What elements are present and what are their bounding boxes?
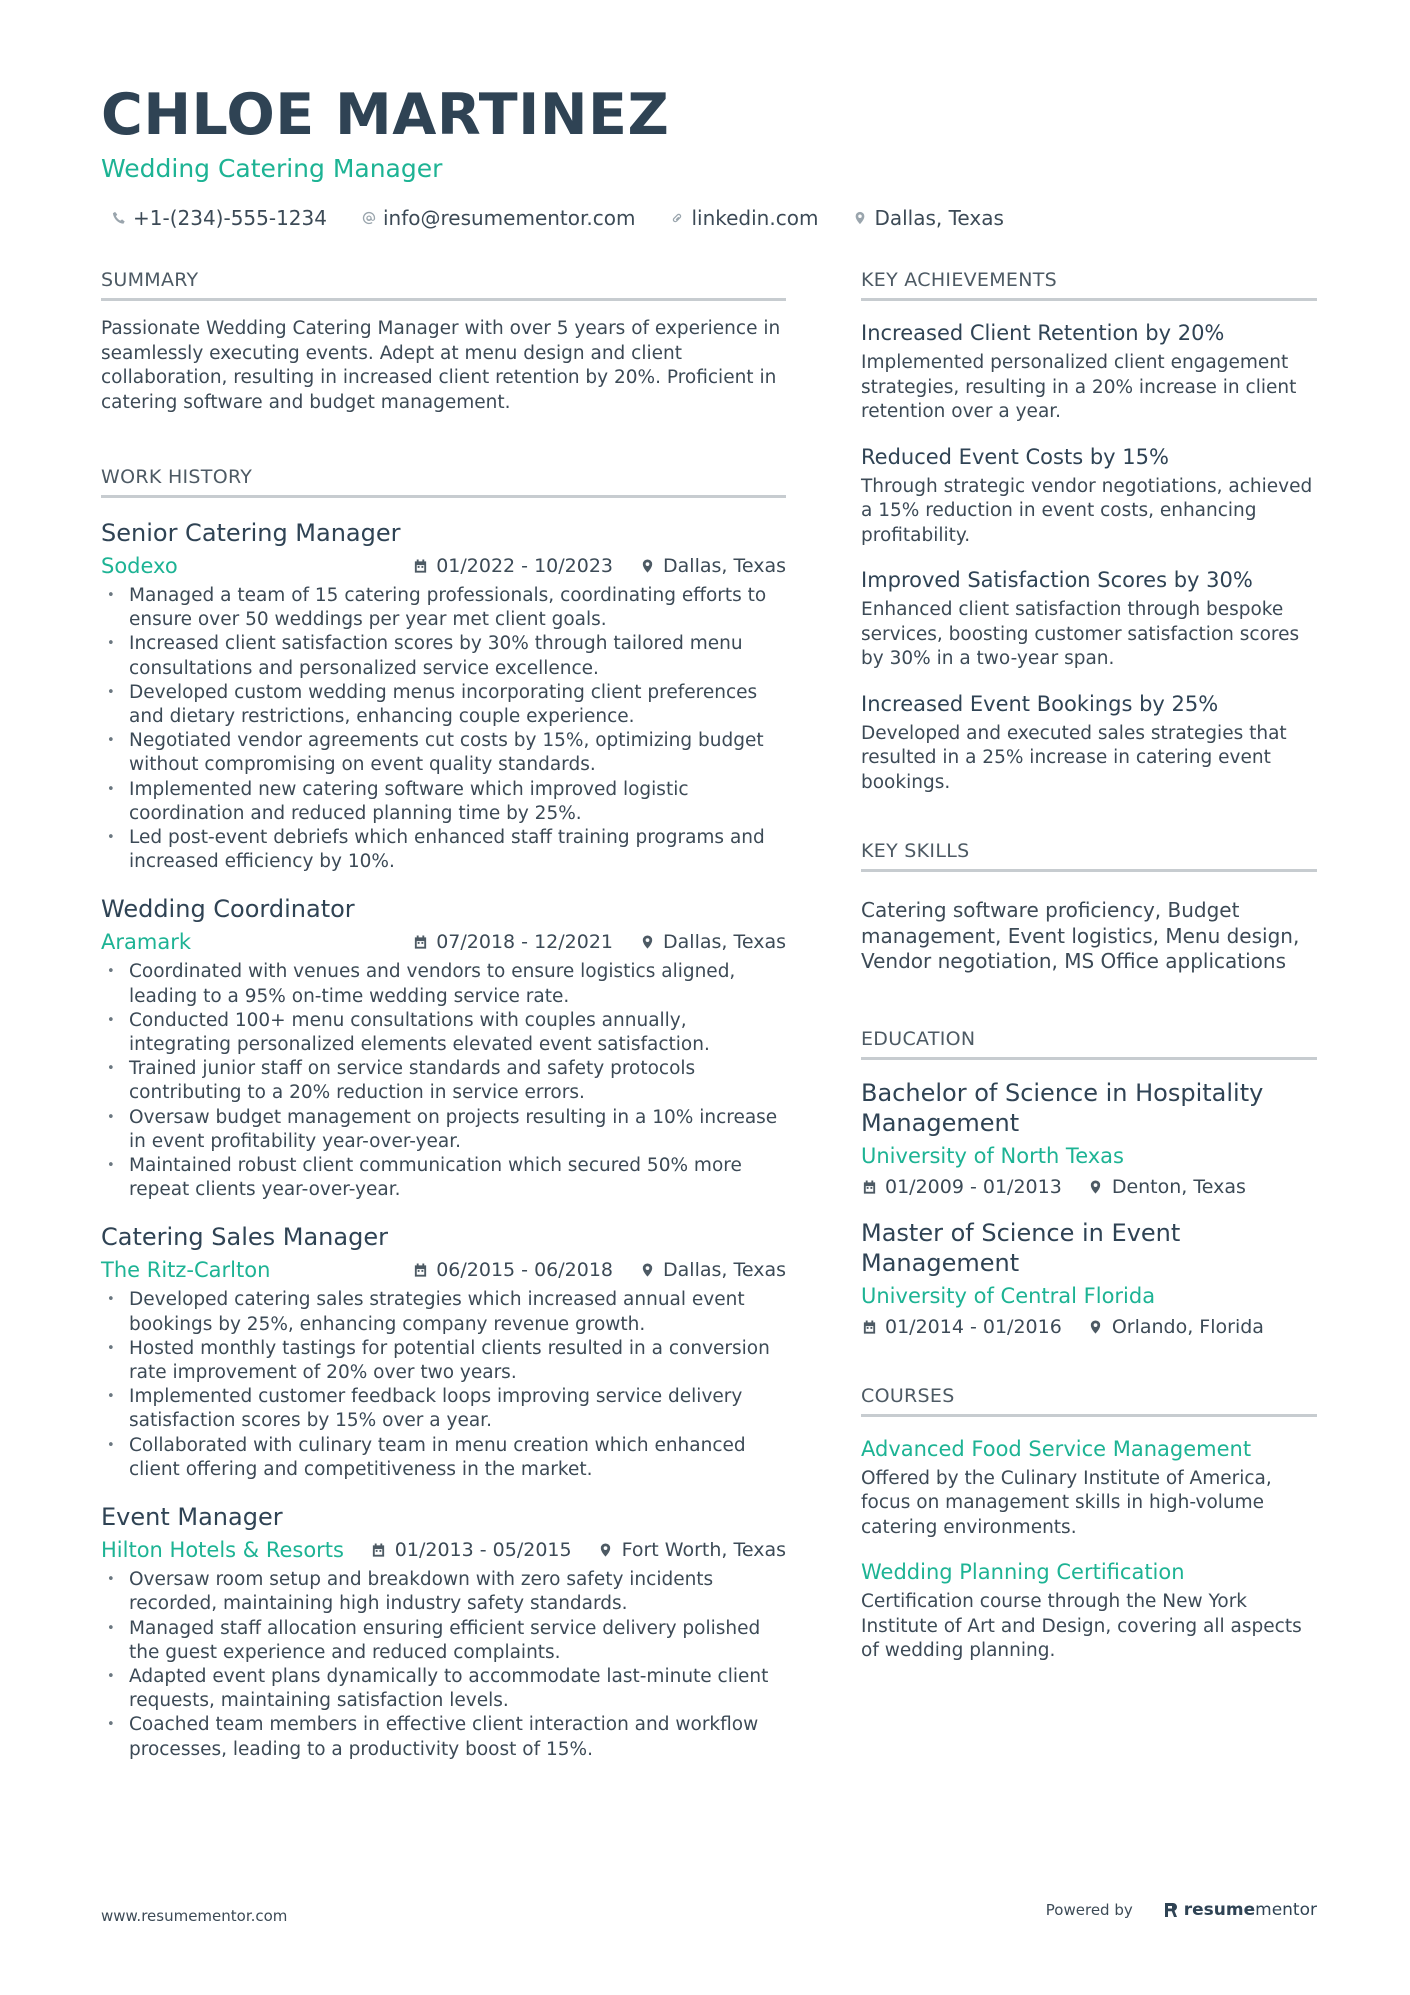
- job-dates: [371, 1536, 572, 1564]
- job-bullets: [101, 960, 786, 1202]
- edu-meta: [861, 1314, 1317, 1340]
- list-item: • Oversaw room setup and breakdown with zero safety incidents recorded, maintaining high industry safety standards.: [101, 1568, 786, 1616]
- edu-location: [1088, 1174, 1246, 1200]
- map-pin-icon: [639, 933, 655, 951]
- job-meta: [101, 1536, 786, 1564]
- courses-heading: COURSES: [861, 1384, 1317, 1417]
- job-dates: [412, 552, 613, 580]
- summary-text: Passionate Wedding Catering Manager with over 5 years of experience in seamlessly executing events. Adept at menu design and client collaboration, resulting in increased client retention by 20%. Proficient in catering software and budget management.: [101, 318, 781, 413]
- job-title: Wedding Coordinator: [101, 895, 355, 924]
- map-pin-icon: [598, 1541, 614, 1559]
- job-location-text: Dallas, Texas: [663, 931, 786, 954]
- list-item: • Developed catering sales strategies which increased annual event bookings by 25%, enhancing company revenue growth.: [101, 1288, 786, 1336]
- candidate-role: Wedding Catering Manager: [101, 154, 443, 183]
- achievement-title: Reduced Event Costs by 15%: [861, 444, 1169, 469]
- calendar-icon: [412, 1261, 428, 1279]
- at-icon: [361, 208, 377, 228]
- course-item: [861, 1435, 1317, 1541]
- calendar-icon: [861, 1178, 877, 1196]
- education-item: [861, 1078, 1317, 1200]
- logo-mark-icon: [1163, 1901, 1179, 1919]
- job-company: The Ritz-Carlton: [101, 1258, 271, 1283]
- course-item: [861, 1558, 1317, 1664]
- achievement-item: [861, 319, 1317, 425]
- list-item: • Coached team members in effective client interaction and workflow processes, leading to a productivity boost of 15%.: [101, 1713, 786, 1761]
- contact-location: [852, 206, 1003, 230]
- calendar-icon: [412, 933, 428, 951]
- edu-degree: Master of Science in Event Management: [861, 1218, 1181, 1277]
- skills-text: Catering software proficiency, Budget management, Event logistics, Menu design, Vendor negotiation, MS Office applications: [861, 898, 1300, 973]
- edu-location-text: Denton, Texas: [1111, 1175, 1246, 1198]
- edu-dates: [861, 1314, 1062, 1340]
- list-item: • Collaborated with culinary team in menu creation which enhanced client offering and competitiveness in the market.: [101, 1434, 786, 1482]
- phone-text: +1-(234)-555-1234: [133, 206, 327, 230]
- left-column: [101, 268, 786, 1762]
- calendar-icon: [371, 1541, 387, 1559]
- contact-linkedin[interactable]: [669, 206, 818, 230]
- job-company: Aramark: [101, 930, 191, 955]
- job-location: [639, 928, 786, 956]
- job-location-text: Fort Worth, Texas: [621, 1539, 786, 1562]
- list-item: • Implemented new catering software which improved logistic coordination and reduced planning time by 25%.: [101, 778, 786, 826]
- job-location: [598, 1536, 786, 1564]
- job-dates-text: 01/2022 - 10/2023: [436, 555, 614, 577]
- list-item: • Led post-event debriefs which enhanced staff training programs and increased efficiency by 10%.: [101, 826, 786, 874]
- course-title: Wedding Planning Certification: [861, 1560, 1185, 1584]
- edu-dates: [861, 1174, 1062, 1200]
- calendar-icon: [412, 557, 428, 575]
- location-text: Dallas, Texas: [874, 206, 1004, 230]
- achievement-item: [861, 690, 1317, 796]
- edu-location-text: Orlando, Florida: [1111, 1315, 1264, 1338]
- key-achievements-heading: KEY ACHIEVEMENTS: [861, 268, 1317, 301]
- job-location: [639, 552, 786, 580]
- footer-branding: [1046, 1900, 1317, 1920]
- map-pin-icon: [639, 557, 655, 575]
- contact-phone[interactable]: [111, 206, 327, 230]
- job-meta-right: [412, 928, 786, 956]
- job-meta: [101, 1256, 786, 1284]
- edu-school: University of Central Florida: [861, 1283, 1156, 1308]
- key-skills-heading: KEY SKILLS: [861, 839, 1317, 872]
- link-icon: [669, 208, 685, 228]
- job-location: [639, 1256, 786, 1284]
- map-pin-icon: [852, 208, 868, 228]
- phone-icon: [111, 208, 127, 228]
- list-item: • Managed a team of 15 catering professionals, coordinating efforts to ensure over 50 weddings per year met client goals.: [101, 584, 786, 632]
- edu-school: University of North Texas: [861, 1143, 1124, 1168]
- linkedin-text: linkedin.com: [691, 206, 819, 230]
- list-item: • Trained junior staff on service standards and safety protocols contributing to a 20% reduction in service errors.: [101, 1057, 786, 1105]
- edu-dates-text: 01/2009 - 01/2013: [885, 1175, 1062, 1198]
- job-dates-text: 01/2013 - 05/2015: [394, 1539, 572, 1562]
- job-company: Hilton Hotels & Resorts: [101, 1538, 344, 1563]
- achievement-title: Increased Event Bookings by 25%: [861, 691, 1219, 716]
- job-title: Catering Sales Manager: [101, 1223, 388, 1252]
- job-dates-text: 07/2018 - 12/2021: [436, 931, 614, 954]
- list-item: • Conducted 100+ menu consultations with couples annually, integrating personalized elements elevated event satisfaction.: [101, 1009, 786, 1057]
- map-pin-icon: [1088, 1318, 1104, 1336]
- resumementor-logo[interactable]: [1163, 1900, 1317, 1920]
- achievement-desc: Enhanced client satisfaction through bespoke services, boosting customer satisfaction scores by 30% in a two-year span.: [861, 599, 1300, 669]
- achievement-item: [861, 443, 1317, 549]
- education-heading: EDUCATION: [861, 1027, 1317, 1060]
- job-meta: [101, 928, 786, 956]
- edu-degree: Bachelor of Science in Hospitality Management: [861, 1078, 1264, 1137]
- email-text: info@resumementor.com: [382, 206, 636, 230]
- achievement-desc: Implemented personalized client engagement strategies, resulting in a 20% increase in client retention over a year.: [861, 352, 1297, 422]
- job-title: Senior Catering Manager: [101, 519, 401, 547]
- job-dates-text: 06/2015 - 06/2018: [436, 1259, 614, 1282]
- job-bullets: [101, 1568, 786, 1762]
- calendar-icon: [861, 1318, 877, 1336]
- list-item: • Maintained robust client communication which secured 50% more repeat clients year-over-year.: [101, 1154, 786, 1202]
- job-dates: [412, 928, 613, 956]
- job-location-text: Dallas, Texas: [663, 555, 786, 577]
- logo-text-bold: resume: [1183, 1900, 1256, 1920]
- education-item: [861, 1218, 1317, 1340]
- list-item: • Adapted event plans dynamically to accommodate last-minute client requests, maintaining satisfaction levels.: [101, 1665, 786, 1713]
- contact-bar: [101, 206, 1321, 230]
- map-pin-icon: [639, 1261, 655, 1279]
- right-column: [861, 268, 1317, 1664]
- list-item: • Increased client satisfaction scores by 30% through tailored menu consultations and personalized service excellence.: [101, 632, 786, 680]
- candidate-name: CHLOE MARTINEZ: [101, 82, 670, 148]
- logo-text-light: mentor: [1255, 1900, 1317, 1920]
- job-company: Sodexo: [101, 554, 178, 578]
- list-item: • Developed custom wedding menus incorporating client preferences and dietary restrictions, enhancing couple experience.: [101, 681, 786, 729]
- job-bullets: [101, 1288, 786, 1482]
- job-meta-right: [412, 1256, 786, 1284]
- achievement-title: Improved Satisfaction Scores by 30%: [861, 568, 1253, 592]
- work-history-heading: WORK HISTORY: [101, 465, 786, 498]
- achievement-item: [861, 566, 1317, 672]
- edu-meta: [861, 1174, 1317, 1200]
- job-dates: [412, 1256, 613, 1284]
- list-item: • Managed staff allocation ensuring efficient service delivery polished the guest experience and reduced complaints.: [101, 1617, 786, 1665]
- summary-heading: SUMMARY: [101, 268, 786, 301]
- job-location-text: Dallas, Texas: [663, 1259, 786, 1282]
- job-meta-right: [412, 552, 786, 580]
- resume-header: [101, 82, 1321, 230]
- job-meta-right: [371, 1536, 786, 1564]
- course-title: Advanced Food Service Management: [861, 1436, 1252, 1461]
- job-title: Event Manager: [101, 1503, 283, 1532]
- achievement-desc: Through strategic vendor negotiations, achieved a 15% reduction in event costs, enhancing profitability.: [861, 475, 1313, 546]
- job-entry: [101, 894, 786, 1202]
- job-bullets: [101, 584, 786, 874]
- list-item: • Negotiated vendor agreements cut costs by 15%, optimizing budget without compromising on event quality standards.: [101, 729, 786, 777]
- list-item: • Coordinated with venues and vendors to ensure logistics aligned, leading to a 95% on-time wedding service rate.: [101, 960, 786, 1008]
- edu-dates-text: 01/2014 - 01/2016: [885, 1315, 1062, 1338]
- course-desc: Offered by the Culinary Institute of America, focus on management skills in high-volume catering environments.: [861, 1467, 1272, 1538]
- list-item: • Implemented customer feedback loops improving service delivery satisfaction scores by 15% over a year.: [101, 1385, 786, 1433]
- job-meta: [101, 552, 786, 580]
- map-pin-icon: [1088, 1178, 1104, 1196]
- achievement-desc: Developed and executed sales strategies that resulted in a 25% increase in catering event bookings.: [861, 722, 1287, 793]
- achievement-title: Increased Client Retention by 20%: [861, 321, 1225, 345]
- footer-website[interactable]: www.resumementor.com: [101, 1907, 288, 1925]
- course-desc: Certification course through the New York Institute of Art and Design, covering all aspects of wedding planning.: [861, 1591, 1302, 1661]
- job-entry: [101, 1502, 786, 1762]
- edu-location: [1088, 1314, 1264, 1340]
- powered-by-label: Powered by: [1045, 1901, 1133, 1919]
- job-entry: [101, 518, 786, 874]
- contact-email[interactable]: [361, 206, 635, 230]
- list-item: • Oversaw budget management on projects resulting in a 10% increase in event profitability year-over-year.: [101, 1106, 786, 1154]
- job-entry: [101, 1222, 786, 1482]
- list-item: • Hosted monthly tastings for potential clients resulted in a conversion rate improvement of 20% over two years.: [101, 1337, 786, 1385]
